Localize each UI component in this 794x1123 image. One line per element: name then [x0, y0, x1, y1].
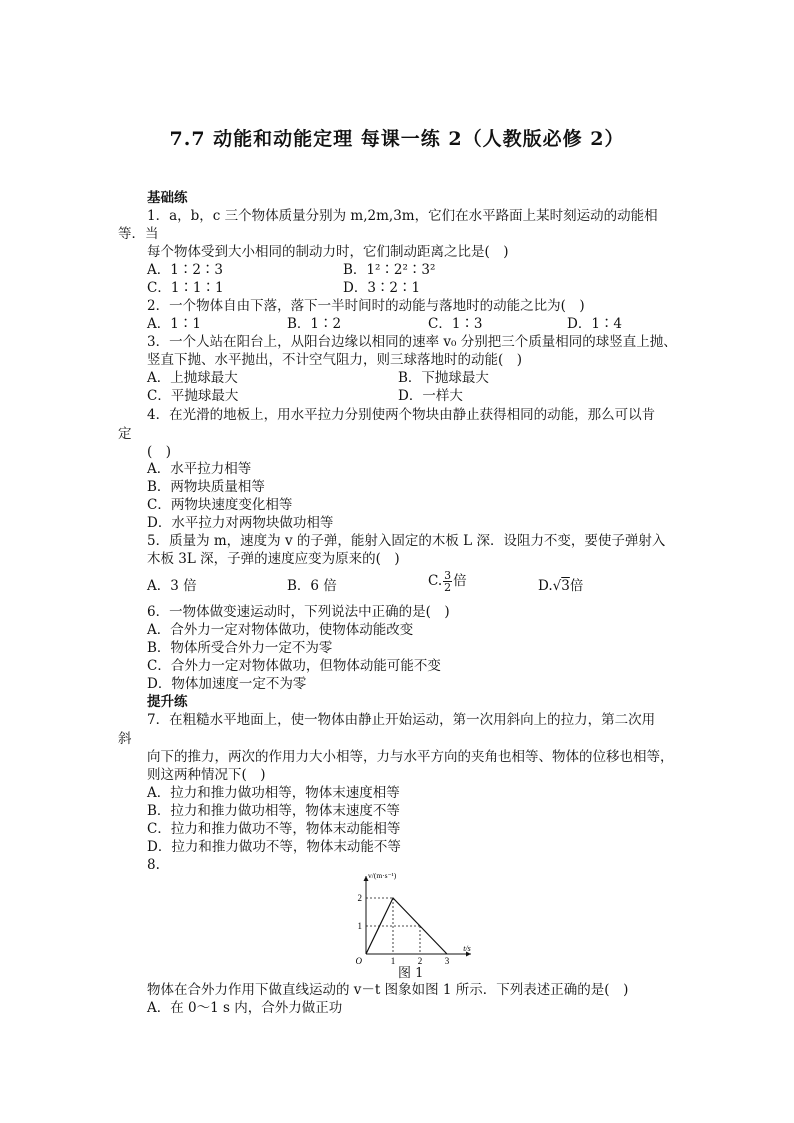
q1-option-a: A．1∶2∶3 — [147, 262, 224, 278]
q1-stem-line2: 等．当 — [118, 226, 159, 242]
q5-stem-line1: 5．质量为 m，速度为 v 的子弹，能射入固定的木板 L 深．设阻力不变，要使子弹射入 — [147, 533, 666, 549]
q1-option-b: B．1²∶2²∶3² — [343, 262, 436, 278]
q4-option-b: B．两物块质量相等 — [147, 479, 265, 495]
q1-option-d: D．3∶2∶1 — [343, 280, 421, 296]
y-tick-label: 1 — [357, 921, 362, 931]
figure-caption: 图 1 — [398, 966, 424, 981]
fraction-numerator: 3 — [444, 569, 452, 582]
q3-stem-line2: 竖直下抛、水平抛出，不计空气阻力，则三球落地时的动能( ) — [147, 352, 523, 368]
section-heading-advanced: 提升练 — [147, 694, 188, 710]
x-axis-label: t/s — [463, 944, 471, 953]
q2-option-d: D．1∶4 — [567, 316, 623, 332]
q3-stem-line1: 3．一个人站在阳台上，从阳台边缘以相同的速率 v₀ 分别把三个质量相同的球竖直上抛、 — [147, 334, 677, 350]
q7-stem-line2: 斜 — [118, 731, 132, 747]
q2-stem: 2．一个物体自由下落，落下一半时间时的动能与落地时的动能之比为( ) — [147, 298, 585, 314]
q4-option-a: A．水平拉力相等 — [147, 461, 252, 477]
x-tick-label: 1 — [390, 956, 396, 966]
q5-option-c-fraction — [443, 570, 452, 593]
q1-option-c: C．1∶1∶1 — [147, 280, 224, 296]
q5-option-d-suffix: 倍 — [569, 578, 584, 594]
q5-option-a: A．3 倍 — [147, 578, 197, 594]
fraction-denominator: 2 — [444, 581, 452, 594]
q7-option-d: D．拉力和推力做功不等，物体末动能不等 — [147, 839, 401, 855]
q7-stem-line3: 向下的推力，两次的作用力大小相等，力与水平方向的夹角也相等、物体的位移也相等， — [147, 749, 674, 765]
q6-option-c: C．合外力一定对物体做功，但物体动能可能不变 — [147, 658, 441, 674]
q7-option-b: B．拉力和推力做功相等，物体末速度不等 — [147, 803, 400, 819]
q1-stem-line1: 1．a，b，c 三个物体质量分别为 m,2m,3m，它们在水平路面上某时刻运动的动能相 — [147, 208, 658, 224]
q7-stem-line4: 则这两种情况下( ) — [147, 767, 266, 783]
q3-option-d: D．一样大 — [398, 388, 463, 404]
q5-option-c-prefix: C. — [428, 573, 443, 589]
q7-option-c: C．拉力和推力做功不等，物体末动能相等 — [147, 821, 401, 837]
q4-option-d: D．水平拉力对两物块做功相等 — [147, 515, 334, 531]
q5-option-c-suffix: 倍 — [453, 573, 467, 589]
x-tick-label: 2 — [417, 956, 423, 966]
q8-option-a: A．在 0～1 s 内，合外力做正功 — [147, 1000, 343, 1016]
q2-option-c: C．1∶3 — [428, 316, 483, 332]
q5-option-d-prefix: D.√ — [538, 578, 562, 594]
q4-stem-line3: ( ) — [147, 444, 172, 460]
q1-stem-line3: 每个物体受到大小相同的制动力时，它们制动距离之比是( ) — [147, 244, 509, 260]
q5-option-c — [428, 570, 467, 593]
q5-option-d — [538, 578, 583, 595]
q7-stem-line1: 7．在粗糙水平地面上，使一物体由静止开始运动，第一次用斜向上的拉力，第二次用 — [147, 712, 656, 728]
q4-stem-line1: 4．在光滑的地板上，用水平拉力分别使两个物块由静止获得相同的动能，那么可以肯 — [147, 407, 656, 423]
page-title: 7.7 动能和动能定理 每课一练 2（人教版必修 2） — [169, 128, 625, 150]
section-heading-basic: 基础练 — [147, 190, 188, 206]
q6-option-a: A．合外力一定对物体做功，使物体动能改变 — [147, 622, 414, 638]
q2-option-b: B．1∶2 — [287, 316, 342, 332]
q6-stem: 6．一物体做变速运动时，下列说法中正确的是( ) — [147, 604, 450, 620]
q4-option-c: C．两物块速度变化相等 — [147, 497, 293, 513]
q3-option-b: B．下抛球最大 — [398, 370, 489, 386]
q5-option-b: B．6 倍 — [287, 578, 337, 594]
y-axis-label: v/(m·s⁻¹) — [368, 871, 397, 880]
q8-stem: 物体在合外力作用下做直线运动的 v－t 图象如图 1 所示．下列表述正确的是( ) — [147, 982, 629, 998]
q4-stem-line2: 定 — [118, 426, 132, 442]
q3-option-c: C．平抛球最大 — [147, 388, 239, 404]
q5-stem-line2: 木板 3L 深，子弹的速度应变为原来的( ) — [147, 551, 400, 567]
x-tick-label: 3 — [444, 956, 450, 966]
q6-option-d: D．物体加速度一定不为零 — [147, 676, 307, 692]
origin-label: O — [355, 956, 362, 966]
q2-option-a: A．1∶1 — [147, 316, 201, 332]
q7-option-a: A．拉力和推力做功相等，物体末速度相等 — [147, 785, 400, 801]
q6-option-b: B．物体所受合外力一定不为零 — [147, 640, 333, 656]
y-tick-label: 2 — [357, 893, 362, 903]
q8-number: 8. — [147, 857, 160, 873]
q3-option-a: A．上抛球最大 — [147, 370, 238, 386]
q5-option-d-radicand: 3 — [561, 578, 570, 594]
